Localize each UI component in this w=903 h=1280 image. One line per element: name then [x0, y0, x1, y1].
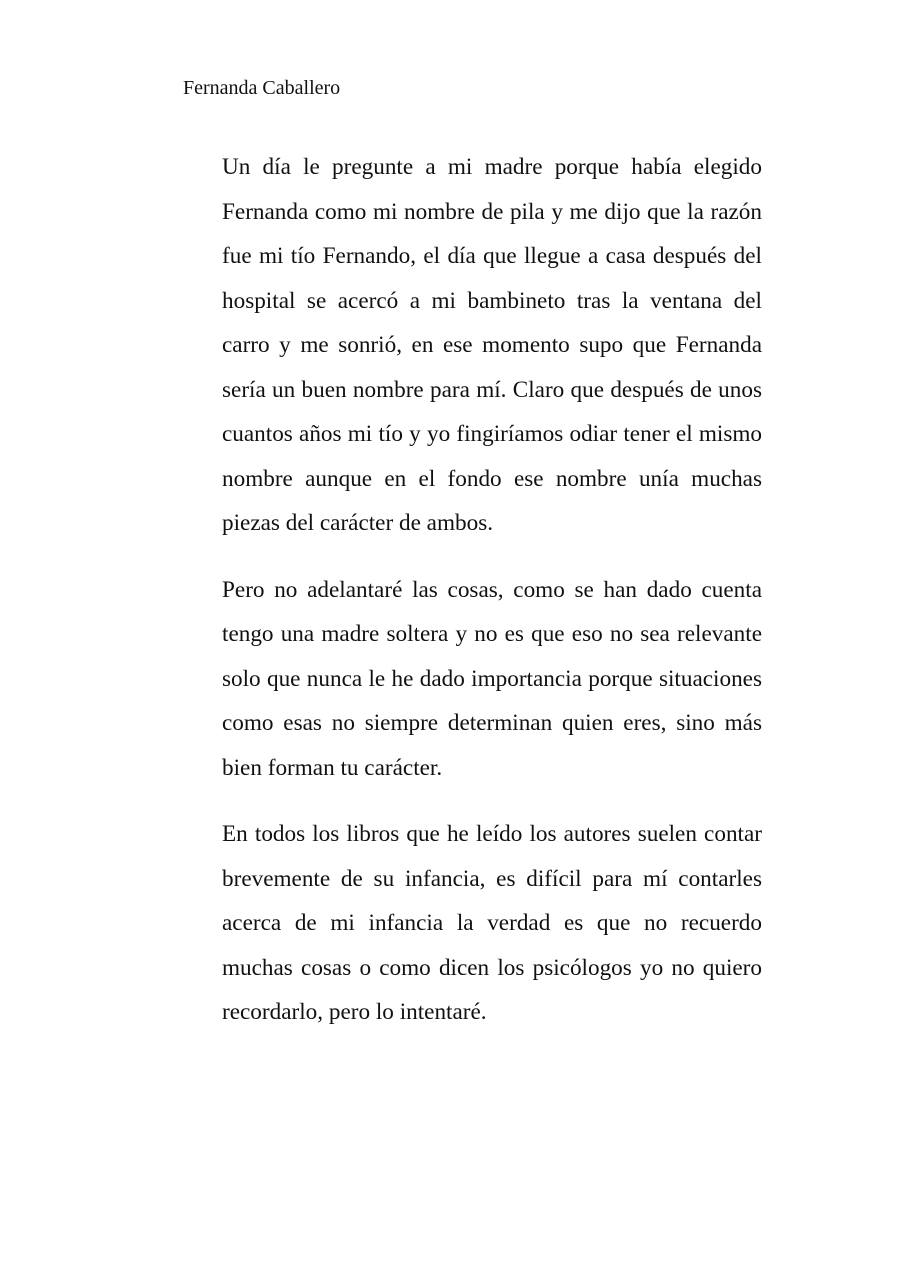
document-body — [222, 145, 762, 1057]
paragraph: Un día le pregunte a mi madre porque había elegido Fernanda como mi nombre de pila y me dijo que la razón fue mi tío Fernando, el día que llegue a casa después del hospital se acercó a mi bambineto tras la ventana del carro y me sonrió, en ese momento supo que Fernanda sería un buen nombre para mí. Claro que después de unos cuantos años mi tío y yo fingiríamos odiar tener el mismo nombre aunque en el fondo ese nombre unía muchas piezas del carácter de ambos. — [222, 154, 762, 536]
paragraph: Pero no adelantaré las cosas, como se han dado cuenta tengo una madre soltera y no es que eso no sea relevante solo que nunca le he dado importancia porque situaciones como esas no siempre determinan quien eres, sino más bien forman tu carácter. — [222, 576, 762, 781]
paragraph: En todos los libros que he leído los autores suelen contar brevemente de su infancia, es difícil para mí contarles acerca de mi infancia la verdad es que no recuerdo muchas cosas o como dicen los psicólogos yo no quiero recordarlo, pero lo intentaré. — [222, 821, 762, 1025]
page-header-author: Fernanda Caballero — [183, 77, 341, 99]
